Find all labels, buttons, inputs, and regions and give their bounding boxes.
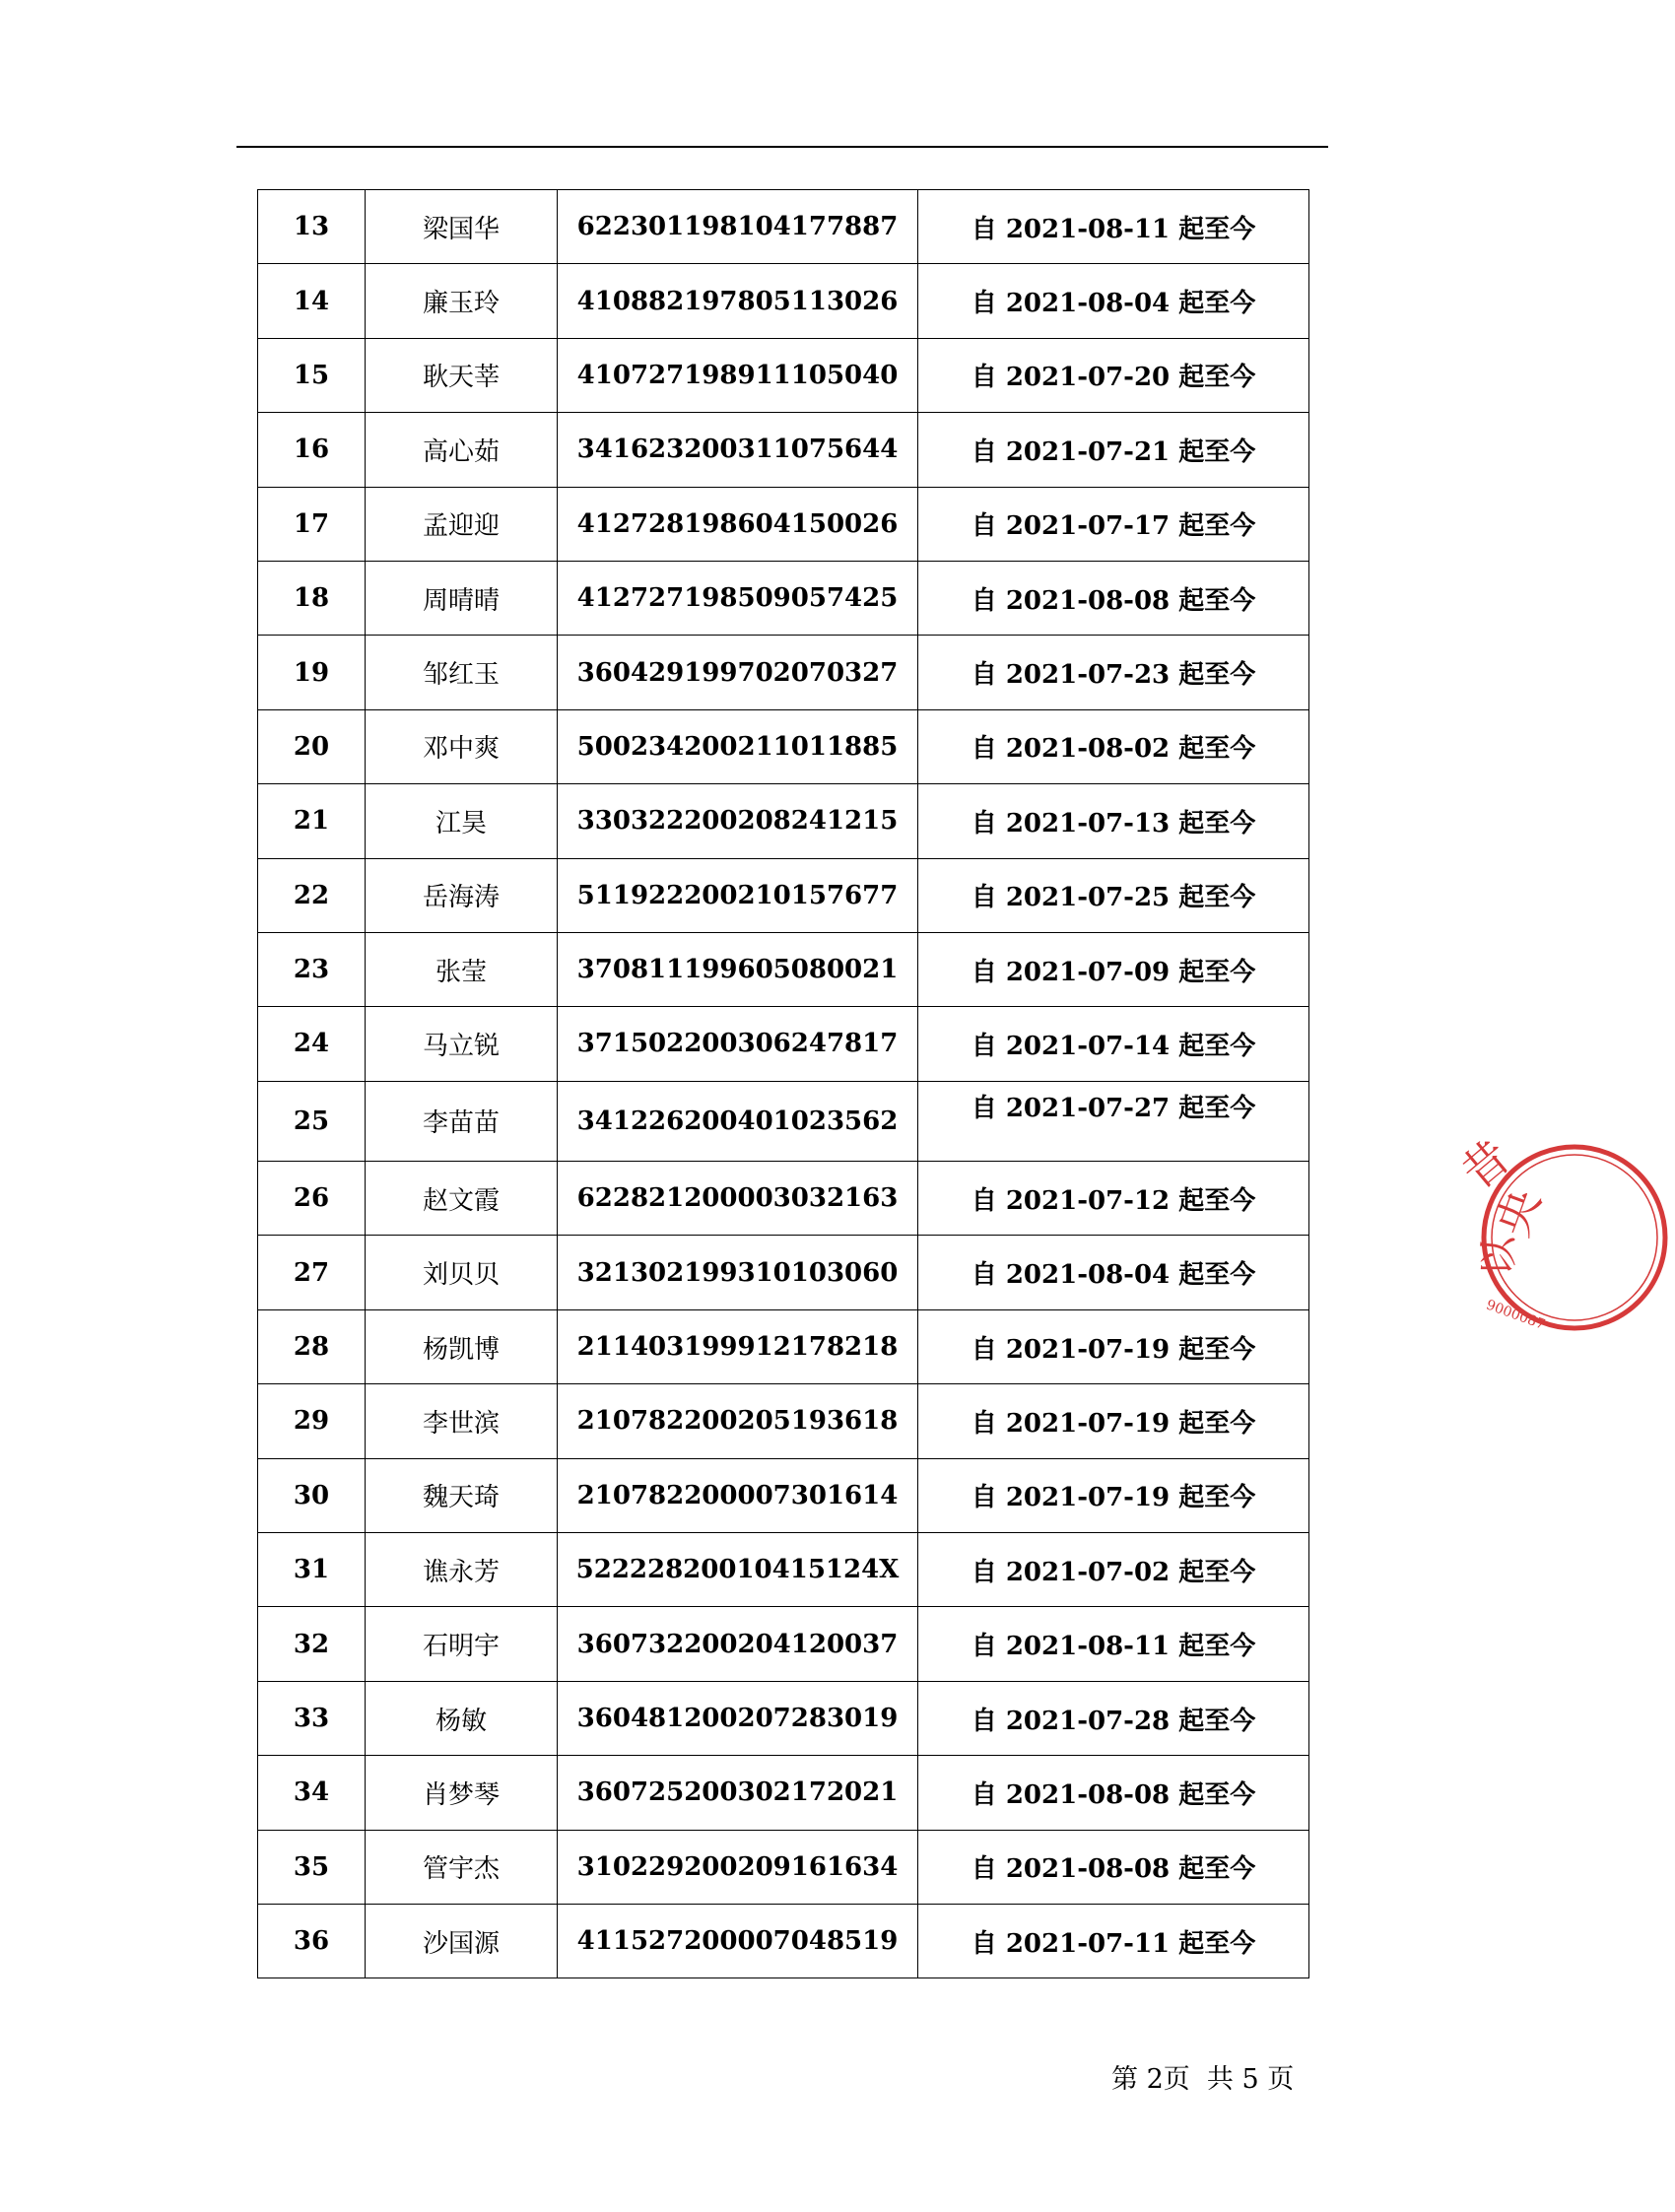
row-id-number: 360481200207283019 <box>558 1681 918 1755</box>
row-id-number: 211403199912178218 <box>558 1309 918 1383</box>
row-id-number: 500234200211011885 <box>558 709 918 783</box>
table-row <box>258 1830 1309 1904</box>
row-id-number: 210782200205193618 <box>558 1384 918 1458</box>
row-period: 自 2021-07-27 起至今 <box>918 1081 1309 1161</box>
row-period: 自 2021-08-04 起至今 <box>918 1236 1309 1309</box>
row-name: 刘贝贝 <box>366 1236 558 1309</box>
row-id-number: 321302199310103060 <box>558 1236 918 1309</box>
row-period: 自 2021-07-14 起至今 <box>918 1007 1309 1081</box>
table-row <box>258 1162 1309 1236</box>
row-number: 19 <box>258 636 366 709</box>
table-row <box>258 1458 1309 1532</box>
table-row <box>258 1607 1309 1681</box>
table-row <box>258 338 1309 412</box>
row-id-number: 360732200204120037 <box>558 1607 918 1681</box>
row-name: 张莹 <box>366 932 558 1006</box>
row-name: 李苗苗 <box>366 1081 558 1161</box>
row-name: 沙国源 <box>366 1904 558 1977</box>
table-row <box>258 1384 1309 1458</box>
table-row <box>258 264 1309 338</box>
row-id-number: 412728198604150026 <box>558 487 918 561</box>
row-number: 22 <box>258 858 366 932</box>
row-name: 杨敏 <box>366 1681 558 1755</box>
row-number: 27 <box>258 1236 366 1309</box>
row-period: 自 2021-07-19 起至今 <box>918 1309 1309 1383</box>
row-period: 自 2021-08-04 起至今 <box>918 264 1309 338</box>
table-row <box>258 1007 1309 1081</box>
row-name: 邹红玉 <box>366 636 558 709</box>
row-number: 34 <box>258 1756 366 1830</box>
seal-glyph: 央 <box>1485 1181 1552 1243</box>
row-number: 13 <box>258 190 366 264</box>
row-number: 17 <box>258 487 366 561</box>
table-row <box>258 1904 1309 1977</box>
row-number: 28 <box>258 1309 366 1383</box>
row-name: 孟迎迎 <box>366 487 558 561</box>
row-number: 21 <box>258 784 366 858</box>
row-number: 35 <box>258 1830 366 1904</box>
table-row <box>258 858 1309 932</box>
row-period: 自 2021-08-11 起至今 <box>918 1607 1309 1681</box>
table-row <box>258 190 1309 264</box>
row-name: 马立锐 <box>366 1007 558 1081</box>
row-id-number: 360725200302172021 <box>558 1756 918 1830</box>
seal-glyph: 昔 <box>1451 1129 1521 1200</box>
row-name: 杨凯博 <box>366 1309 558 1383</box>
row-number: 16 <box>258 413 366 487</box>
row-name: 梁国华 <box>366 190 558 264</box>
row-name: 岳海涛 <box>366 858 558 932</box>
table-row <box>258 413 1309 487</box>
row-number: 36 <box>258 1904 366 1977</box>
row-number: 30 <box>258 1458 366 1532</box>
row-id-number: 341623200311075644 <box>558 413 918 487</box>
row-period: 自 2021-08-08 起至今 <box>918 561 1309 635</box>
row-number: 15 <box>258 338 366 412</box>
table-body <box>258 190 1309 1978</box>
row-name: 廉玉玲 <box>366 264 558 338</box>
row-id-number: 310229200209161634 <box>558 1830 918 1904</box>
table-row <box>258 784 1309 858</box>
row-period: 自 2021-07-28 起至今 <box>918 1681 1309 1755</box>
row-id-number: 412727198509057425 <box>558 561 918 635</box>
row-name: 邓中爽 <box>366 709 558 783</box>
row-period: 自 2021-08-11 起至今 <box>918 190 1309 264</box>
row-number: 26 <box>258 1162 366 1236</box>
row-id-number: 371502200306247817 <box>558 1007 918 1081</box>
table-row <box>258 1756 1309 1830</box>
row-number: 20 <box>258 709 366 783</box>
table-row <box>258 561 1309 635</box>
row-name: 耿天莘 <box>366 338 558 412</box>
table-row <box>258 1236 1309 1309</box>
row-period: 自 2021-08-02 起至今 <box>918 709 1309 783</box>
row-id-number: 410727198911105040 <box>558 338 918 412</box>
row-period: 自 2021-07-11 起至今 <box>918 1904 1309 1977</box>
row-number: 14 <box>258 264 366 338</box>
row-number: 25 <box>258 1081 366 1161</box>
row-name: 赵文霞 <box>366 1162 558 1236</box>
row-period: 自 2021-08-08 起至今 <box>918 1756 1309 1830</box>
row-name: 管宇杰 <box>366 1830 558 1904</box>
seal-number: 9000087 <box>1484 1297 1548 1333</box>
red-seal-stamp <box>1451 1129 1675 1335</box>
row-id-number: 622301198104177887 <box>558 190 918 264</box>
row-id-number: 410882197805113026 <box>558 264 918 338</box>
row-id-number: 360429199702070327 <box>558 636 918 709</box>
row-number: 29 <box>258 1384 366 1458</box>
row-id-number: 52222820010415124X <box>558 1533 918 1607</box>
row-name: 谯永芳 <box>366 1533 558 1607</box>
row-period: 自 2021-07-17 起至今 <box>918 487 1309 561</box>
row-period: 自 2021-07-20 起至今 <box>918 338 1309 412</box>
table-row <box>258 1533 1309 1607</box>
personnel-table <box>257 189 1309 1978</box>
row-id-number: 411527200007048519 <box>558 1904 918 1977</box>
seal-glyph: 以 <box>1476 1237 1521 1276</box>
row-period: 自 2021-07-19 起至今 <box>918 1458 1309 1532</box>
row-number: 24 <box>258 1007 366 1081</box>
row-period: 自 2021-07-23 起至今 <box>918 636 1309 709</box>
row-name: 江昊 <box>366 784 558 858</box>
row-number: 33 <box>258 1681 366 1755</box>
row-id-number: 622821200003032163 <box>558 1162 918 1236</box>
row-period: 自 2021-07-02 起至今 <box>918 1533 1309 1607</box>
row-id-number: 370811199605080021 <box>558 932 918 1006</box>
row-number: 31 <box>258 1533 366 1607</box>
row-period: 自 2021-08-08 起至今 <box>918 1830 1309 1904</box>
row-name: 肖梦琴 <box>366 1756 558 1830</box>
row-period: 自 2021-07-12 起至今 <box>918 1162 1309 1236</box>
row-number: 32 <box>258 1607 366 1681</box>
row-period: 自 2021-07-21 起至今 <box>918 413 1309 487</box>
row-period: 自 2021-07-09 起至今 <box>918 932 1309 1006</box>
table-row <box>258 709 1309 783</box>
row-name: 魏天琦 <box>366 1458 558 1532</box>
row-name: 高心茹 <box>366 413 558 487</box>
header-rule <box>236 146 1328 148</box>
row-id-number: 511922200210157677 <box>558 858 918 932</box>
table-row <box>258 1309 1309 1383</box>
row-id-number: 210782200007301614 <box>558 1458 918 1532</box>
table-row <box>258 1681 1309 1755</box>
page-number: 第 2页 共 5 页 <box>1111 2064 1295 2095</box>
row-name: 李世滨 <box>366 1384 558 1458</box>
table-row <box>258 932 1309 1006</box>
row-number: 23 <box>258 932 366 1006</box>
row-period: 自 2021-07-19 起至今 <box>918 1384 1309 1458</box>
table-row <box>258 636 1309 709</box>
row-period: 自 2021-07-25 起至今 <box>918 858 1309 932</box>
row-period: 自 2021-07-13 起至今 <box>918 784 1309 858</box>
table-row <box>258 1081 1309 1161</box>
row-name: 周晴晴 <box>366 561 558 635</box>
row-name: 石明宇 <box>366 1607 558 1681</box>
row-id-number: 341226200401023562 <box>558 1081 918 1161</box>
table-row <box>258 487 1309 561</box>
row-number: 18 <box>258 561 366 635</box>
row-id-number: 330322200208241215 <box>558 784 918 858</box>
